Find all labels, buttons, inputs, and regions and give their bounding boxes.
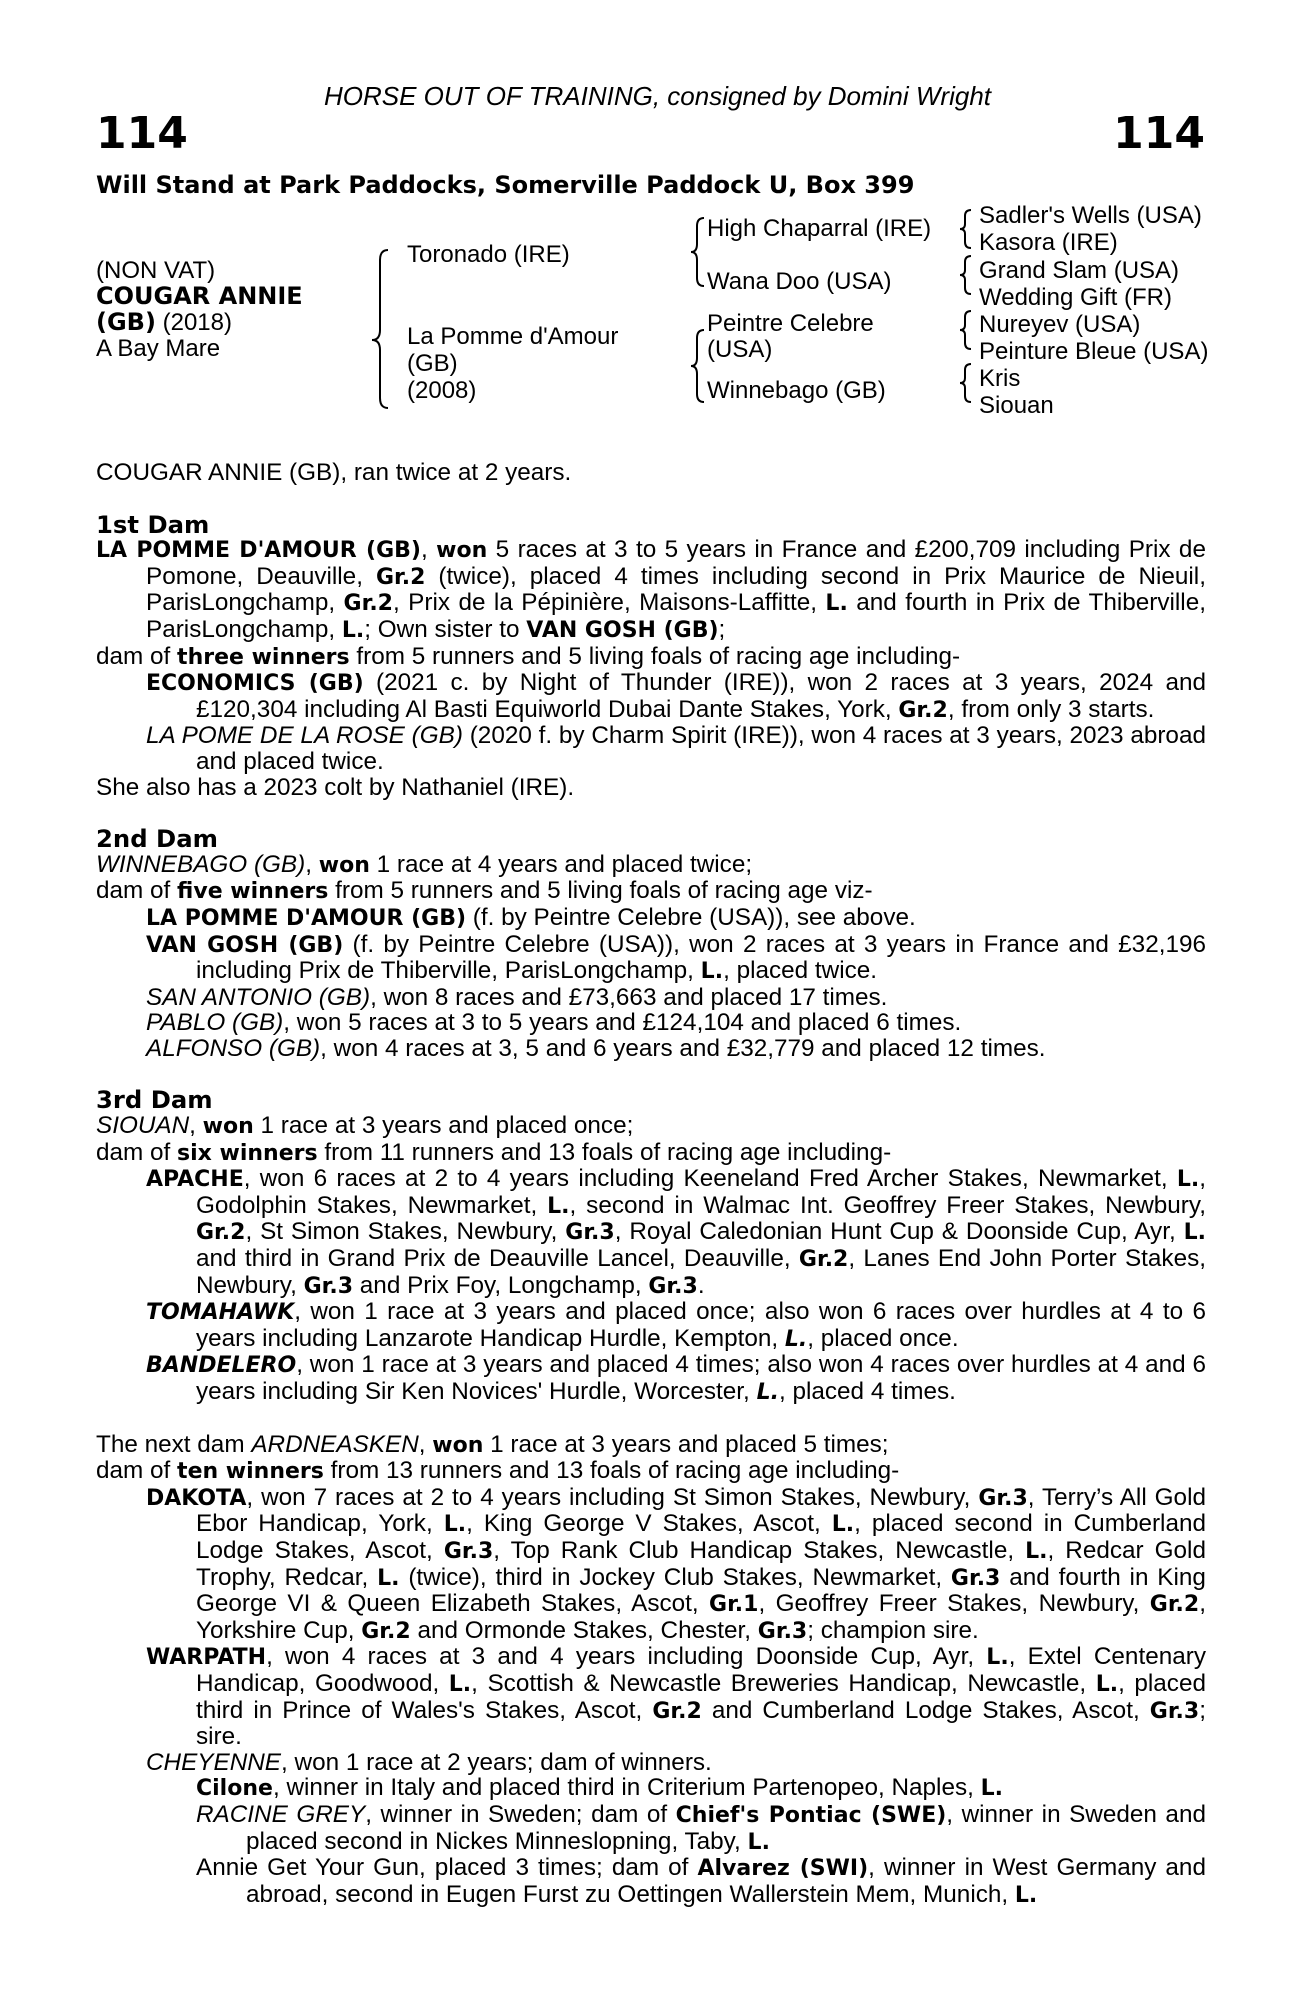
produce-text: , won 1 race at 3 years and placed 4 times; also won 4 races over hurdles at 4 and 6 years including Sir Ken Novices' Hurdle, Worcester, bbox=[196, 1351, 1206, 1405]
listed-badge: L. bbox=[1095, 1671, 1119, 1697]
second-dam-produce-summary bbox=[96, 878, 1206, 905]
pedigree-sire: Toronado (IRE) bbox=[407, 241, 570, 268]
produce-entry bbox=[96, 1750, 1206, 1776]
grade-badge: Gr.3 bbox=[565, 1220, 615, 1246]
second-dam-heading: 2nd Dam bbox=[96, 824, 218, 854]
produce-name: ALFONSO (GB) bbox=[146, 1034, 321, 1062]
produce-text: , Yorkshire Cup, bbox=[196, 1590, 1206, 1644]
grade-badge: Gr.3 bbox=[648, 1273, 698, 1299]
first-dam-name: LA POMME D'AMOUR (GB) bbox=[96, 538, 421, 564]
pedigree-dam-sire-line1: Peintre Celebre bbox=[707, 310, 874, 337]
produce-name: APACHE bbox=[146, 1167, 244, 1193]
winners-count: three winners bbox=[177, 644, 350, 670]
produce-text: ; sire. bbox=[196, 1696, 1206, 1751]
produce-text: , won 7 races at 2 to 4 years including St Simon Stakes, Newbury, bbox=[246, 1483, 971, 1511]
produce-entry bbox=[96, 670, 1206, 723]
produce-text: , winner in Italy and placed third in Criterium Partenopeo, Naples, bbox=[272, 1774, 974, 1802]
listed-badge: L. bbox=[341, 617, 365, 643]
dam-of-prefix: dam of bbox=[96, 1138, 171, 1166]
produce-text: , St Simon Stakes, Newbury, bbox=[245, 1218, 558, 1246]
third-dam-record-text: 1 race at 3 years and placed once; bbox=[260, 1112, 634, 1140]
listed-badge: L. bbox=[980, 1776, 1004, 1802]
grade-badge: Gr.3 bbox=[1149, 1698, 1200, 1724]
dam-of-prefix: dam of bbox=[96, 877, 171, 905]
produce-text: , placed twice. bbox=[723, 957, 878, 985]
produce-text: , won 1 race at 3 years and placed once; also won 6 races over hurdles at 4 to 6 years including Lanzarote Handicap Hurdle, Kempton, bbox=[196, 1298, 1206, 1352]
produce-text: , won 1 race at 2 years; dam of winners. bbox=[281, 1748, 712, 1776]
produce-text: , Royal Caledonian Hunt Cup & Doonside Cup, Ayr, bbox=[614, 1218, 1176, 1246]
catalogue-body bbox=[96, 460, 1206, 1908]
horse-description: A Bay Mare bbox=[96, 335, 221, 362]
grade-badge: Gr.3 bbox=[303, 1273, 354, 1299]
horse-year: (2018) bbox=[162, 309, 232, 336]
first-dam-record-b: (twice), placed 4 times including second in Prix Maurice de Nieuil, ParisLongchamp, bbox=[146, 562, 1206, 617]
winners-count: six winners bbox=[177, 1140, 318, 1166]
produce-text: and Ormonde Stakes, Chester, bbox=[417, 1616, 752, 1644]
grade-badge: Gr.2 bbox=[375, 564, 426, 590]
listed-badge: L. bbox=[1183, 1220, 1206, 1246]
produce-text: , Terry’s All Gold Ebor Handicap, York, bbox=[196, 1483, 1206, 1538]
first-dam-also: She also has a 2023 colt by Nathaniel (IRE). bbox=[96, 773, 575, 801]
dam-of-suffix: from 5 runners and 5 living foals of racing age including- bbox=[356, 642, 961, 670]
produce-text: , from only 3 starts. bbox=[947, 695, 1155, 723]
third-dam-heading: 3rd Dam bbox=[96, 1085, 213, 1115]
produce-entry bbox=[96, 1352, 1206, 1405]
won-label: won bbox=[432, 1432, 484, 1458]
grade-badge: Gr.2 bbox=[798, 1247, 849, 1273]
pedigree-dam-line2: (GB) bbox=[407, 350, 458, 377]
produce-name: RACINE GREY bbox=[196, 1800, 366, 1828]
pedigree-sire-dam: Wana Doo (USA) bbox=[707, 268, 892, 295]
pedigree-dsd: Peinture Bleue (USA) bbox=[979, 338, 1209, 365]
stand-location: Will Stand at Park Paddocks, Somerville Paddock U, Box 399 bbox=[96, 171, 915, 199]
racing-record: COUGAR ANNIE (GB), ran twice at 2 years. bbox=[96, 459, 572, 486]
next-dam-intro: The next dam bbox=[96, 1430, 245, 1458]
pedigree-brace-sire bbox=[691, 218, 704, 286]
produce-text: , placed 3 times; dam of bbox=[419, 1854, 689, 1882]
second-dam-record-text: 1 race at 4 years and placed twice; bbox=[376, 850, 753, 878]
grade-badge: Gr.3 bbox=[978, 1485, 1028, 1511]
grade-badge: Gr.2 bbox=[898, 697, 948, 723]
listed-badge: L. bbox=[1014, 1882, 1038, 1908]
pedigree-sdd: Wedding Gift (FR) bbox=[979, 284, 1172, 311]
own-sister-name: VAN GOSH (GB) bbox=[526, 617, 719, 643]
produce-name: TOMAHAWK bbox=[146, 1300, 295, 1326]
pedigree-dam-sire-line2: (USA) bbox=[707, 336, 773, 363]
produce-text: , winner in Sweden; dam of bbox=[365, 1800, 668, 1828]
produce-entry bbox=[96, 1644, 1206, 1749]
produce-name: CHEYENNE bbox=[146, 1748, 282, 1776]
third-dam-produce-summary bbox=[96, 1140, 1206, 1167]
produce-name: LA POME DE LA ROSE (GB) bbox=[146, 722, 463, 750]
produce-text: and fourth in King George VI & Queen Elizabeth Stakes, Ascot, bbox=[196, 1563, 1206, 1618]
listed-badge: L. bbox=[756, 1380, 779, 1405]
produce-text: ; champion sire. bbox=[807, 1616, 979, 1644]
first-dam-heading: 1st Dam bbox=[96, 509, 210, 539]
listed-badge: L. bbox=[377, 1565, 400, 1591]
third-dam-name: SIOUAN bbox=[96, 1112, 190, 1140]
produce-text: , winner in West Germany and abroad, second in Eugen Furst zu Oettingen Wallerstein Mem, Munich, bbox=[246, 1854, 1206, 1908]
produce-text: , placed third in Prince of Wales's Stakes, Ascot, bbox=[196, 1669, 1206, 1724]
pedigree-ssd: Kasora (IRE) bbox=[979, 229, 1118, 256]
pedigree-brace-dam bbox=[691, 330, 704, 402]
vat-status: (NON VAT) bbox=[96, 257, 216, 284]
produce-name: WARPATH bbox=[146, 1645, 267, 1671]
produce-text: (twice), third in Jockey Club Stakes, Newmarket, bbox=[408, 1563, 943, 1591]
dam-of-prefix: dam of bbox=[96, 1457, 171, 1485]
pedigree-dss: Nureyev (USA) bbox=[979, 311, 1141, 338]
produce-name: PABLO (GB) bbox=[146, 1009, 284, 1037]
pedigree-brace-dd bbox=[960, 364, 971, 402]
dam-of-suffix: from 13 runners and 13 foals of racing age including- bbox=[330, 1457, 900, 1485]
listed-badge: L. bbox=[747, 1829, 770, 1855]
produce-text: (f. by Peintre Celebre (USA)), won 2 races at 3 years in France and £32,196 including Prix de Thiberville, ParisLongchamp, bbox=[196, 930, 1206, 985]
produce-entry bbox=[96, 905, 1206, 932]
pedigree-brace-ss bbox=[960, 210, 971, 248]
catalogue-header-title: HORSE OUT OF TRAINING, consigned by Domini Wright bbox=[323, 81, 991, 111]
pedigree-dam-line1: La Pomme d'Amour bbox=[407, 323, 619, 350]
produce-text: , King George V Stakes, Ascot, bbox=[466, 1510, 821, 1538]
pedigree-brace-sd bbox=[960, 256, 971, 294]
pedigree-sds: Grand Slam (USA) bbox=[979, 257, 1180, 284]
won-label: won bbox=[202, 1114, 254, 1140]
listed-badge: L. bbox=[547, 1193, 570, 1219]
listed-badge: L. bbox=[831, 1512, 855, 1538]
listed-badge: L. bbox=[443, 1512, 467, 1538]
produce-name: SAN ANTONIO (GB) bbox=[146, 983, 371, 1011]
grand-produce-name: Chief's Pontiac (SWE) bbox=[675, 1802, 947, 1828]
produce-text: (f. by Peintre Celebre (USA)), see above. bbox=[472, 903, 916, 931]
produce-text: , placed once. bbox=[807, 1324, 959, 1352]
listed-badge: L. bbox=[1176, 1167, 1200, 1193]
produce-entry bbox=[96, 723, 1206, 774]
produce-text: , Scottish & Newcastle Breweries Handicap, Newcastle, bbox=[471, 1669, 1087, 1697]
pedigree-brace-ds bbox=[960, 311, 971, 349]
produce-text: and third in Grand Prix de Deauville Lancel, Deauville, bbox=[196, 1245, 791, 1273]
produce-entry bbox=[96, 985, 1206, 1011]
grade-badge: Gr.2 bbox=[1149, 1592, 1200, 1618]
grade-badge: Gr.1 bbox=[709, 1592, 759, 1618]
winners-count: ten winners bbox=[177, 1459, 324, 1485]
next-dam-record-text: 1 race at 3 years and placed 5 times; bbox=[490, 1430, 889, 1458]
dam-of-suffix: from 11 runners and 13 foals of racing age including- bbox=[324, 1138, 892, 1166]
grand-produce-name: Alvarez (SWI) bbox=[697, 1856, 869, 1882]
next-dam-produce-summary bbox=[96, 1458, 1206, 1485]
dam-of-prefix: dam of bbox=[96, 642, 171, 670]
grand-produce-entry bbox=[96, 1775, 1206, 1802]
listed-badge: L. bbox=[448, 1671, 472, 1697]
horse-origin: (GB) bbox=[96, 308, 156, 336]
listed-badge: L. bbox=[700, 959, 724, 985]
produce-name: Cilone bbox=[196, 1776, 273, 1802]
produce-text: , placed second in Cumberland Lodge Stakes, Ascot, bbox=[196, 1510, 1206, 1564]
listed-badge: L. bbox=[784, 1326, 808, 1352]
grade-badge: Gr.2 bbox=[196, 1220, 246, 1246]
produce-entry bbox=[96, 1036, 1206, 1062]
first-dam-record-e: ; Own sister to bbox=[364, 615, 520, 643]
grade-badge: Gr.3 bbox=[950, 1565, 1001, 1591]
produce-text: , won 6 races at 2 to 4 years including Keeneland Fred Archer Stakes, Newmarket, bbox=[243, 1165, 1168, 1193]
first-dam-record-c: , Prix de la Pépinière, Maisons-Laffitte, bbox=[392, 589, 817, 617]
produce-text: (2020 f. by Charm Spirit (IRE)), won 4 races at 3 years, 2023 abroad and placed twice. bbox=[196, 722, 1206, 775]
produce-name: ECONOMICS (GB) bbox=[146, 671, 364, 697]
produce-entry bbox=[96, 932, 1206, 985]
grand-produce-entry bbox=[96, 1855, 1206, 1908]
produce-text: , Extel Centenary Handicap, Goodwood, bbox=[196, 1643, 1206, 1697]
grade-badge: Gr.2 bbox=[652, 1698, 702, 1724]
first-dam-record: LA POMME D'AMOUR (GB), won 5 races at 3 to 5 years in France and £200,709 including Prix de Pomone, Deauville, Gr.2 (twice), placed 4 times including second in Prix Maurice de Nieuil, ParisLongchamp, Gr.2, Prix de la Pépinière, Maisons-Laffitte, L. and fourth in Prix de Thiberville, ParisLongchamp, L.; Own sister to VAN GOSH (GB); bbox=[96, 536, 1206, 643]
produce-name: BANDELERO bbox=[146, 1353, 297, 1379]
produce-text: and Cumberland Lodge Stakes, Ascot, bbox=[711, 1696, 1140, 1724]
produce-name: VAN GOSH (GB) bbox=[146, 932, 344, 958]
first-dam-record-d: and fourth in Prix de Thiberville, ParisLongchamp, bbox=[146, 589, 1206, 643]
third-dam-record: SIOUAN, won 1 race at 3 years and placed once; bbox=[96, 1112, 634, 1140]
pedigree-sire-sire: High Chaparral (IRE) bbox=[707, 215, 932, 242]
pedigree-sss: Sadler's Wells (USA) bbox=[979, 202, 1202, 229]
first-dam-produce-summary bbox=[96, 644, 1206, 671]
pedigree-dam-dam: Winnebago (GB) bbox=[707, 377, 886, 404]
produce-text: , won 8 races and £73,663 and placed 17 times. bbox=[370, 983, 888, 1011]
pedigree-dds: Kris bbox=[979, 365, 1021, 392]
lot-number-right: 114 bbox=[1113, 108, 1205, 159]
produce-text: , Redcar Gold Trophy, Redcar, bbox=[196, 1536, 1206, 1591]
next-dam-name: ARDNEASKEN bbox=[251, 1430, 419, 1458]
grade-badge: Gr.2 bbox=[343, 591, 393, 617]
grade-badge: Gr.3 bbox=[757, 1618, 808, 1644]
first-dam-record-a: 5 races at 3 to 5 years in France and £200,709 including Prix de Pomone, Deauville, bbox=[146, 536, 1206, 590]
horse-name: COUGAR ANNIE bbox=[96, 282, 303, 310]
lot-number-left: 114 bbox=[96, 108, 188, 159]
winners-count: five winners bbox=[177, 879, 329, 905]
listed-badge: L. bbox=[986, 1645, 1009, 1671]
produce-entry bbox=[96, 1010, 1206, 1036]
second-dam-name: WINNEBAGO (GB) bbox=[96, 850, 306, 878]
produce-text: and Prix Foy, Longchamp, bbox=[359, 1271, 642, 1299]
produce-text: , Godolphin Stakes, Newmarket, bbox=[196, 1165, 1206, 1219]
produce-text: , won 4 races at 3 and 4 years including Doonside Cup, Ayr, bbox=[266, 1643, 975, 1671]
produce-entry: APACHE, won 6 races at 2 to 4 years including Keeneland Fred Archer Stakes, Newmarket, L., Godolphin Stakes, Newmarket, L., second in Walmac Int. Geoffrey Freer Stakes, Newbury, Gr.2, St Simon Stakes, Newbury, Gr.3, Royal Caledonian Hunt Cup & Doonside Cup, Ayr, L. and third in Grand Prix de Deauville Lancel, Deauville, Gr.2, Lanes End John Porter Stakes, Newbury, Gr.3 and Prix Foy, Longchamp, Gr.3. bbox=[146, 1165, 1206, 1299]
dam-of-suffix: from 5 runners and 5 living foals of racing age viz- bbox=[335, 877, 873, 905]
grand-produce-entry bbox=[96, 1802, 1206, 1855]
grade-badge: Gr.2 bbox=[361, 1618, 411, 1644]
produce-name: LA POMME D'AMOUR (GB) bbox=[146, 905, 467, 931]
produce-text: , placed 4 times. bbox=[778, 1378, 956, 1405]
produce-text: , Geoffrey Freer Stakes, Newbury, bbox=[758, 1590, 1140, 1618]
produce-text: (2021 c. by Night of Thunder (IRE)), won 2 races at 3 years, 2024 and £120,304 including Al Basti Equiworld Dubai Dante Stakes, York, bbox=[196, 669, 1206, 723]
produce-text: , Top Rank Club Handicap Stakes, Newcastle, bbox=[493, 1536, 1015, 1564]
produce-text: , won 4 races at 3, 5 and 6 years and £32,779 and placed 12 times. bbox=[320, 1034, 1046, 1062]
produce-text: , winner in Sweden and placed second in Nickes Minneslopning, Taby, bbox=[246, 1800, 1206, 1855]
produce-name: DAKOTA bbox=[146, 1485, 247, 1511]
produce-entry bbox=[96, 1485, 1206, 1645]
produce-text: , Lanes End John Porter Stakes, Newbury, bbox=[196, 1245, 1206, 1299]
produce-name: Annie Get Your Gun bbox=[196, 1854, 420, 1882]
produce-entry bbox=[96, 1299, 1206, 1352]
next-dam-record: The next dam ARDNEASKEN, won 1 race at 3 years and placed 5 times; bbox=[96, 1430, 889, 1458]
listed-badge: L. bbox=[1025, 1538, 1048, 1564]
won-label: won bbox=[318, 852, 370, 878]
grade-badge: Gr.3 bbox=[443, 1538, 494, 1564]
listed-badge: L. bbox=[825, 591, 848, 617]
produce-text: , won 5 races at 3 to 5 years and £124,104 and placed 6 times. bbox=[283, 1009, 962, 1037]
pedigree-brace-main bbox=[372, 250, 388, 408]
first-dam-won: won bbox=[436, 538, 488, 564]
pedigree-ddd: Siouan bbox=[979, 392, 1054, 419]
produce-text: , second in Walmac Int. Geoffrey Freer Stakes, Newbury, bbox=[569, 1191, 1206, 1219]
pedigree-dam-line3: (2008) bbox=[407, 377, 477, 404]
second-dam-record: WINNEBAGO (GB), won 1 race at 4 years and placed twice; bbox=[96, 850, 753, 878]
